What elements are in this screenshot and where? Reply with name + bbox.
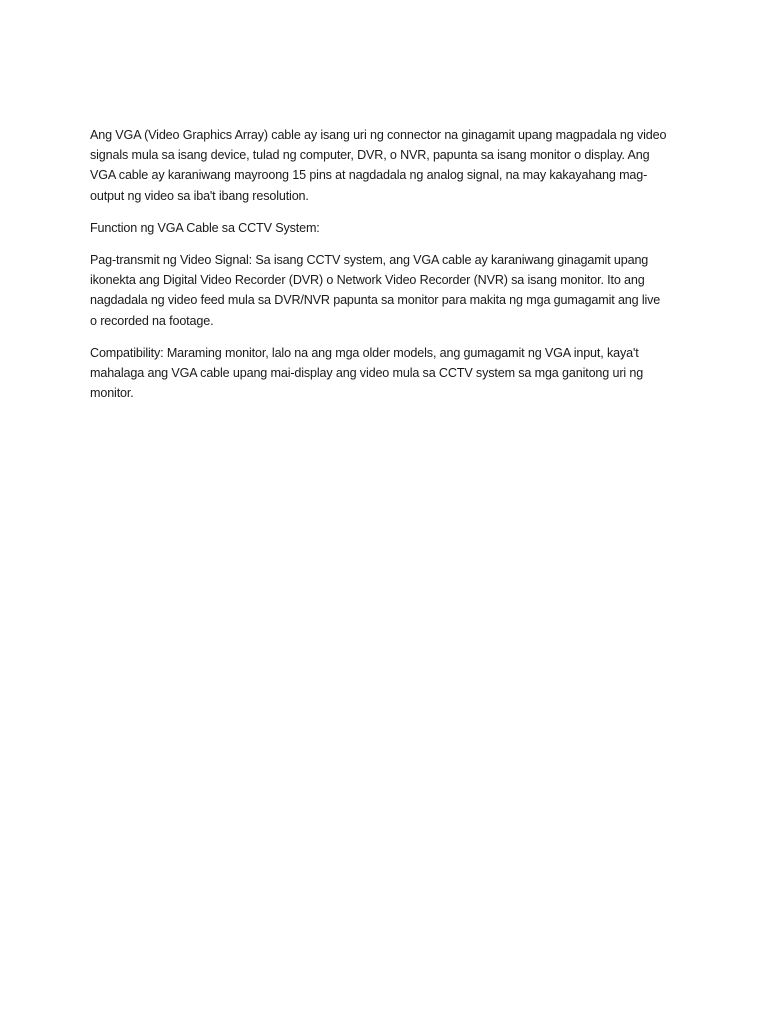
text-line: VGA cable ay karaniwang mayroong 15 pins at nagdadala ng analog signal, na may kakayahang mag- [90,168,648,183]
text-line: Function ng VGA Cable sa CCTV System: [90,220,320,235]
paragraph-compatibility [90,343,682,404]
text-line: Pag-transmit ng Video Signal: Sa isang CCTV system, ang VGA cable ay karaniwang ginagamit upang [90,253,649,268]
section-heading [90,218,682,238]
text-line: o recorded na footage. [90,313,214,328]
document-body [90,125,682,415]
text-line: Ang VGA (Video Graphics Array) cable ay isang uri ng connector na ginagamit upang magpadala ng video [90,128,667,142]
text-line: ikonekta ang Digital Video Recorder (DVR) o Network Video Recorder (NVR) sa isang monitor. Ito ang [90,273,645,288]
paragraph-vga-intro [90,125,682,206]
paragraph-video-signal [90,250,682,331]
text-line: monitor. [90,386,134,401]
text-line: signals mula sa isang device, tulad ng computer, DVR, o NVR, papunta sa isang monitor o display. Ang [90,148,650,163]
text-line: nagdadala ng video feed mula sa DVR/NVR papunta sa monitor para makita ng mga gumagamit ang live [90,293,661,308]
text-line: output ng video sa iba't ibang resolution. [90,188,309,203]
text-line: Compatibility: Maraming monitor, lalo na ang mga older models, ang gumagamit ng VGA input, kaya't [90,345,639,360]
text-line: mahalaga ang VGA cable upang mai-display ang video mula sa CCTV system sa mga ganitong uri ng [90,366,644,381]
